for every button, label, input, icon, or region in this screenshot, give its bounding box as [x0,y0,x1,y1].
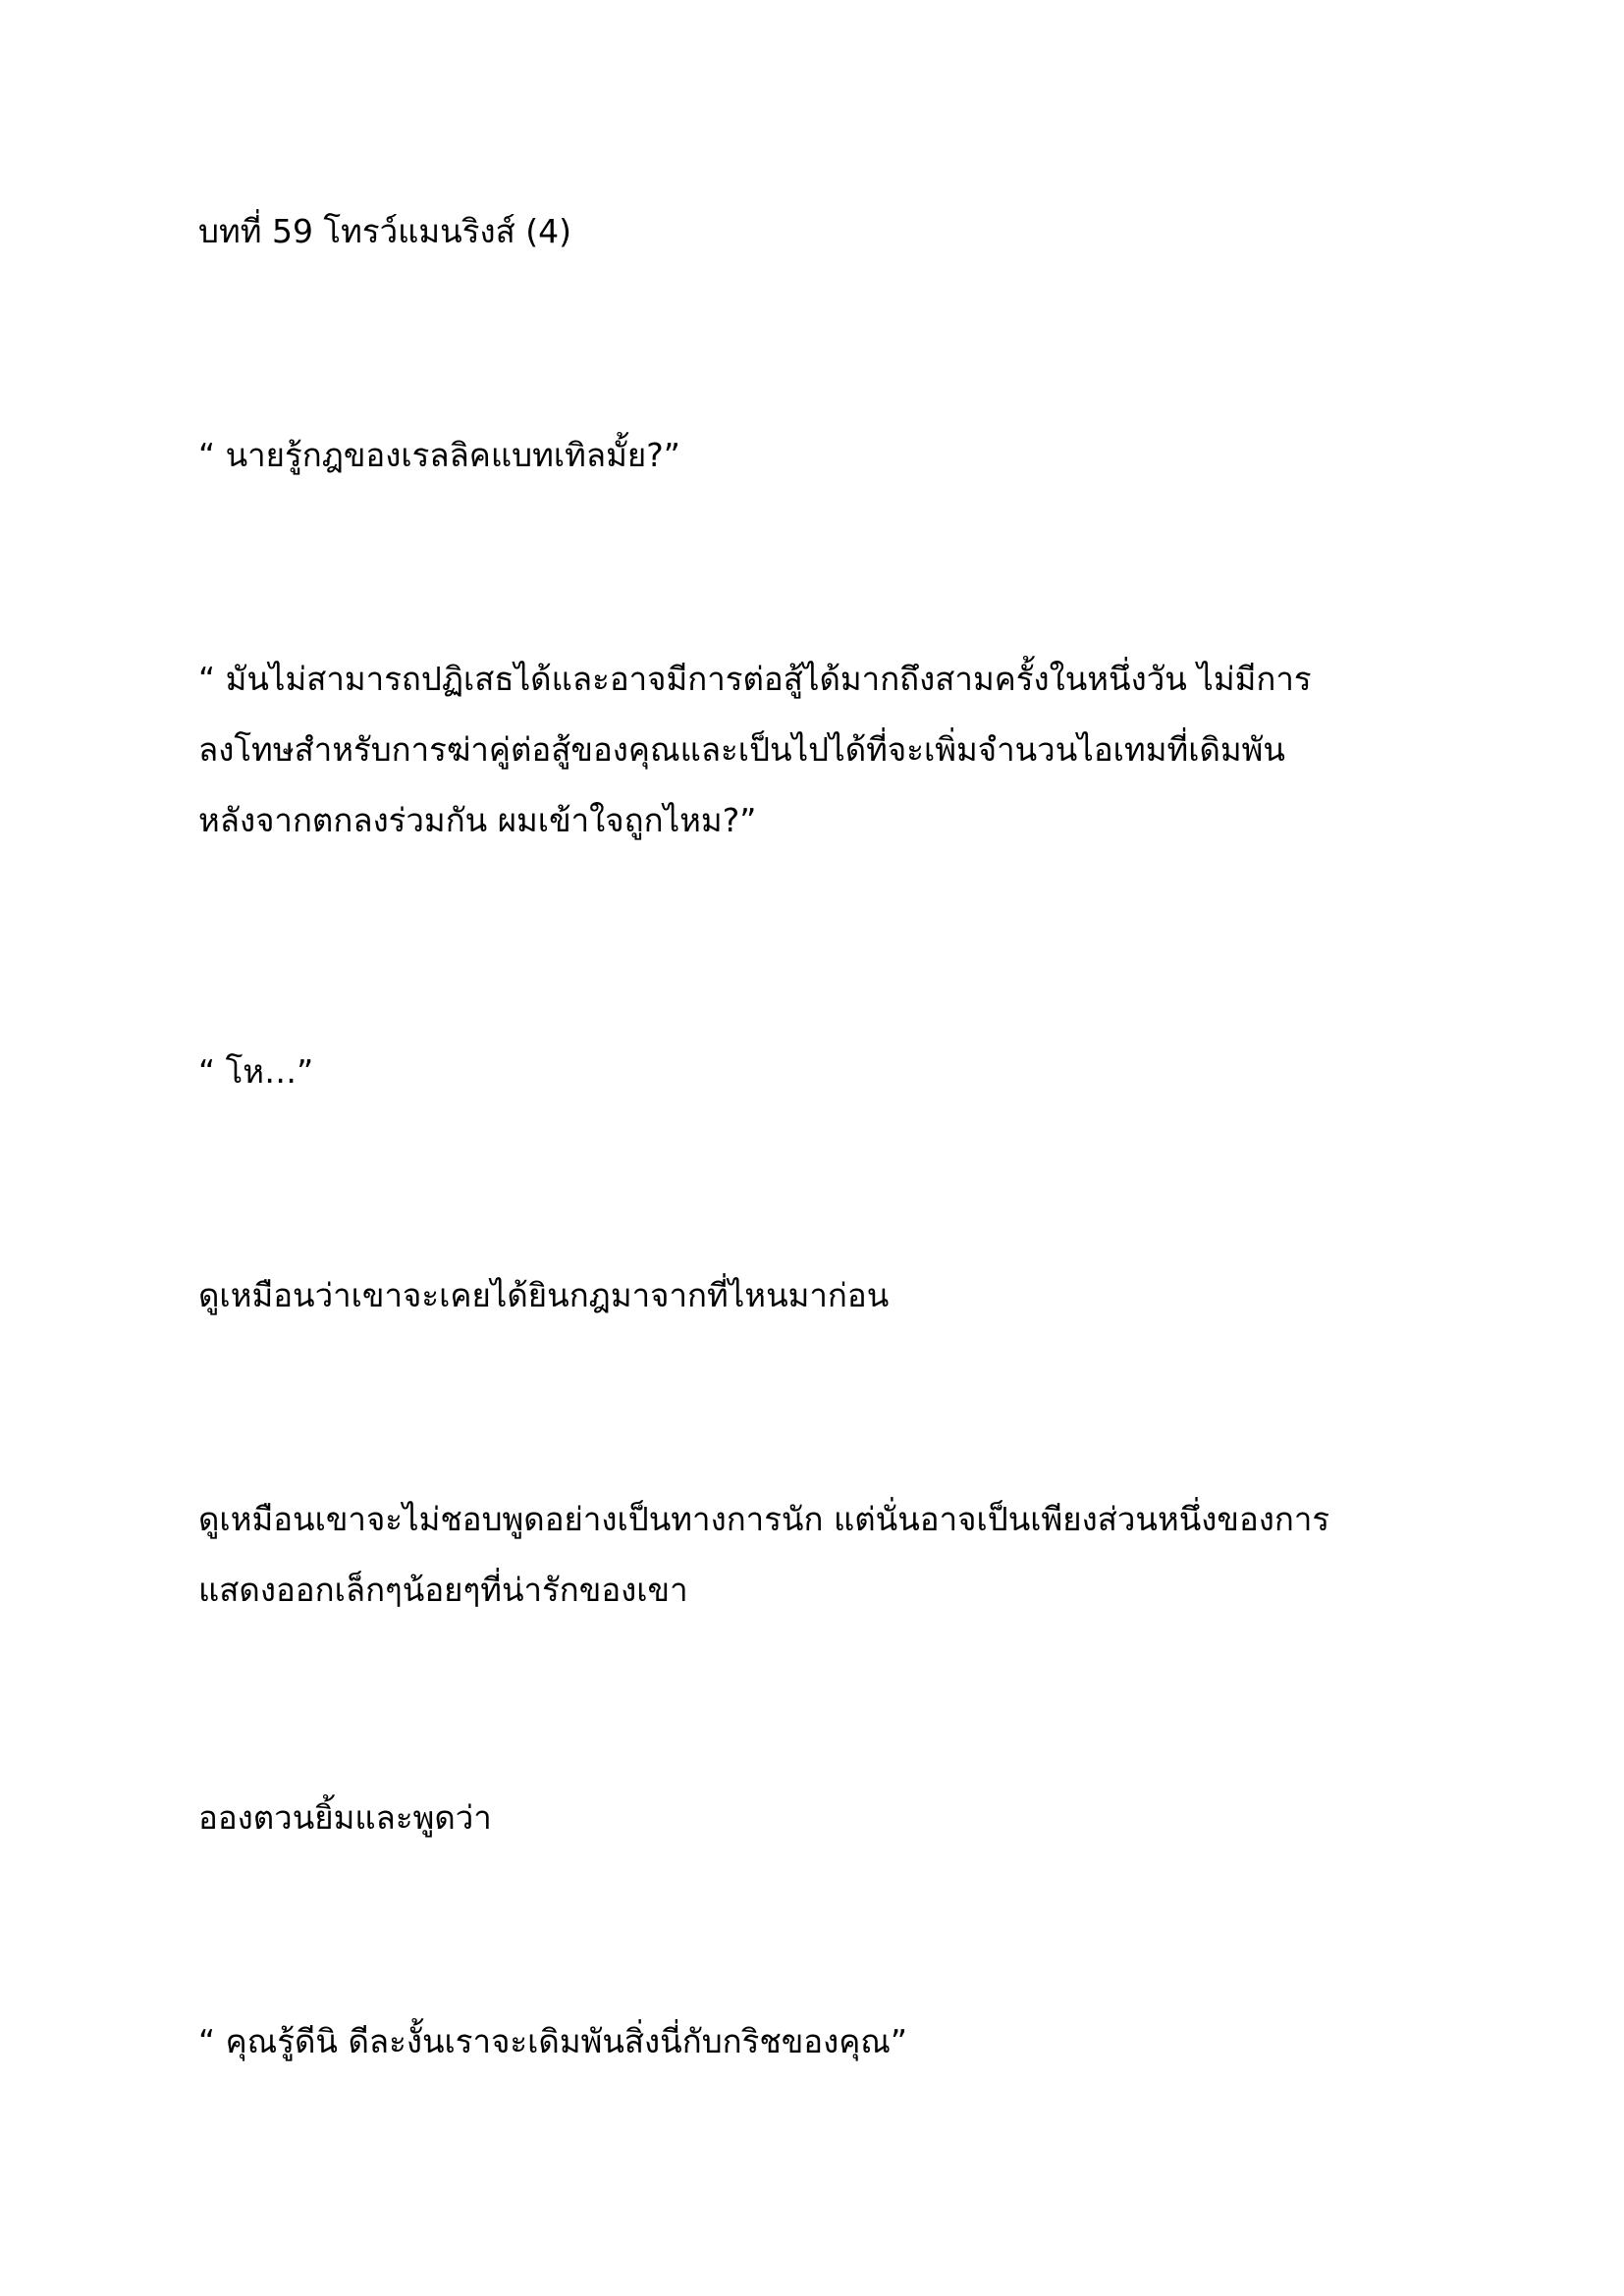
narration-paragraph: ดูเหมือนว่าเขาจะเคยได้ยินกฎมาจากที่ไหนมาก่อน [198,1276,890,1314]
dialogue-paragraph: “ มันไม่สามารถปฏิเสธได้และอาจมีการต่อสู้ได้มากถึงสามครั้งในหนึ่งวัน ไม่มีการ ลงโทษสำหรับการฆ่าคู่ต่อสู้ของคุณและเป็นไปได้ที่จะเพิ่มจำนวนไอเทมที่เดิมพัน หลังจากตกลงร่วมกัน ผมเข้าใจถูกไหม?” [198,660,1312,839]
dialogue-paragraph: “ คุณรู้ดีนิ ดีละงั้นเราจะเดิมพันสิ่งนี่กับกริชของคุณ” [198,2022,908,2060]
dialogue-paragraph: “ โห…” [198,1052,314,1091]
narration-paragraph: อองตวนยิ้มและพูดว่า [198,1798,492,1837]
narration-paragraph: ดูเหมือนเขาจะไม่ชอบพูดอย่างเป็นทางการนัก แต่นั่นอาจเป็นเพียงส่วนหนึ่งของการ แสดงออกเล็กๆน้อยๆที่น่ารักของเขา [198,1500,1330,1609]
chapter-title: บทที่ 59 โทรว์แมนริงส์ (4) [198,212,571,250]
dialogue-paragraph: “ นายรู้กฎของเรลลิคแบทเทิลมั้ย?” [198,436,680,474]
